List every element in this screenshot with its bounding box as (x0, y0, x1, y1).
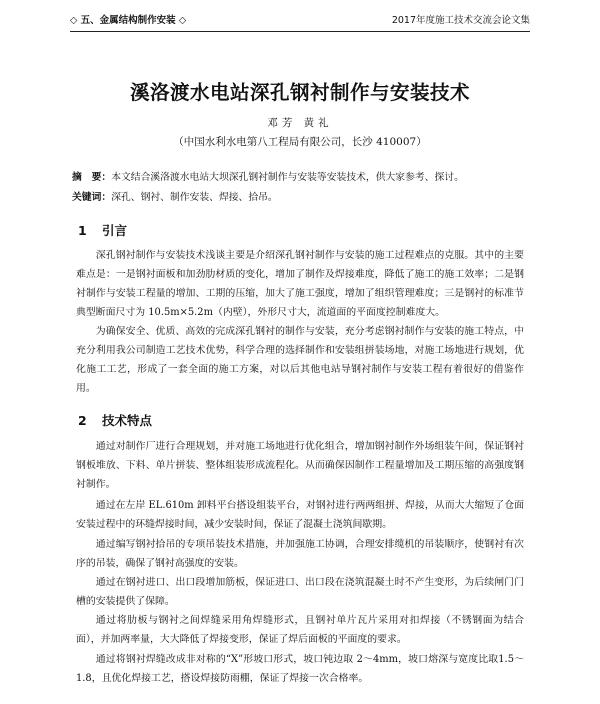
section-number: 2 (78, 413, 87, 428)
section-title: 引言 (102, 223, 128, 238)
body-paragraph: 通过对制作厂进行合理规划，并对施工场地进行优化组合，增加钢衬制作外场组装午间，保证钢衬钢板堆放、下料、单片拼装、整体组装形成流程化。从而确保因制作工程量增加及工期压缩的高强度钢衬制作。 (76, 441, 524, 490)
abstract-label: 摘 要： (72, 172, 112, 183)
keywords-label: 关键词： (72, 192, 112, 203)
running-header-section: ◇ 五、金属结构制作安装 ◇ (70, 15, 187, 26)
body-paragraph: 通过在左岸 EL.610m 卸料平台搭设组装平台，对钢衬进行两两组拼、焊接，从而大大缩短了仓面安装过程中的环缝焊接时间，减少安装时间，保证了混凝土浇筑间歇期。 (76, 500, 524, 530)
body-paragraph: 通过在钢衬进口、出口段增加筋板，保证进口、出口段在浇筑混凝土时不产生变形，为后续闸门门槽的安装提供了保障。 (76, 577, 524, 607)
body-paragraph: 深孔钢衬制作与安装技术浅谈主要是介绍深孔钢衬制作与安装的施工过程难点的克服。其中的主要难点是：一是钢衬面板和加劲肋材质的变化，增加了制作及焊接难度，降低了施工的施工效率；二是钢衬制作与安装工程量的增加、工期的压缩，加大了施工强度，增加了组织管理难度；三是钢衬的标准节典型断面尺寸为 10.5m×5.2m（内壁），外形尺寸大，流道面的平面度控制难度大。 (76, 250, 524, 318)
body-paragraph: 通过编写钢衬拾吊的专项吊装技术措施，并加强施工协调，合理安排缆机的吊装顺序，使钢衬有次序的吊装，确保了钢衬高强度的安装。 (76, 539, 524, 569)
header-rule (70, 31, 530, 32)
running-header (70, 14, 530, 28)
abstract (72, 171, 542, 185)
keywords (72, 191, 542, 205)
section-number: 1 (78, 223, 87, 238)
section-heading-2 (78, 411, 152, 429)
paper-title: 溪洛渡水电站深孔钢衬制作与安装技术 (129, 81, 470, 104)
keywords-text: 深孔、钢衬、制作安装、焊接、拾吊。 (111, 192, 278, 203)
running-header-proceedings: 2017年度施工技术交流会论文集 (391, 15, 530, 26)
body-paragraph: 通过将肋板与钢衬之间焊缝采用角焊缝形式，且钢衬单片瓦片采用对扣焊接（不锈钢面为结合面），并加两率量，大大降低了焊接变形，保证了焊后面板的平面度的要求。 (76, 615, 524, 645)
section-title: 技术特点 (102, 413, 153, 428)
section-heading-1 (78, 221, 127, 239)
body-paragraph: 为确保安全、优质、高效的完成深孔钢衬的制作与安装，充分考虑钢衬制作与安装的施工特点，中充分利用我公司制造工艺技术优势，科学合理的选择制作和安装组拼装场地，对施工场地进行规划，优化施工工艺，形成了一套全面的施工方案，对以后其他电站导钢衬制作与安装工程有着很好的借鉴作用。 (76, 326, 524, 394)
paper-affiliation: （中国水利水电第八工程局有限公司，长沙 410007） (173, 136, 427, 148)
paper-authors: 邓芳 黄礼 (267, 117, 333, 129)
abstract-text: 本文结合溪洛渡水电站大坝深孔钢衬制作与安装等安装技术，供大家参考、探讨。 (111, 172, 464, 183)
body-paragraph: 通过将钢衬焊缝改成非对称的“X”形坡口形式，坡口钝边取 2～4mm，坡口熔深与宽度比取1.5～1.8，且优化焊接工艺，搭设焊接防雨棚，保证了焊接一次合格率。 (76, 654, 524, 684)
